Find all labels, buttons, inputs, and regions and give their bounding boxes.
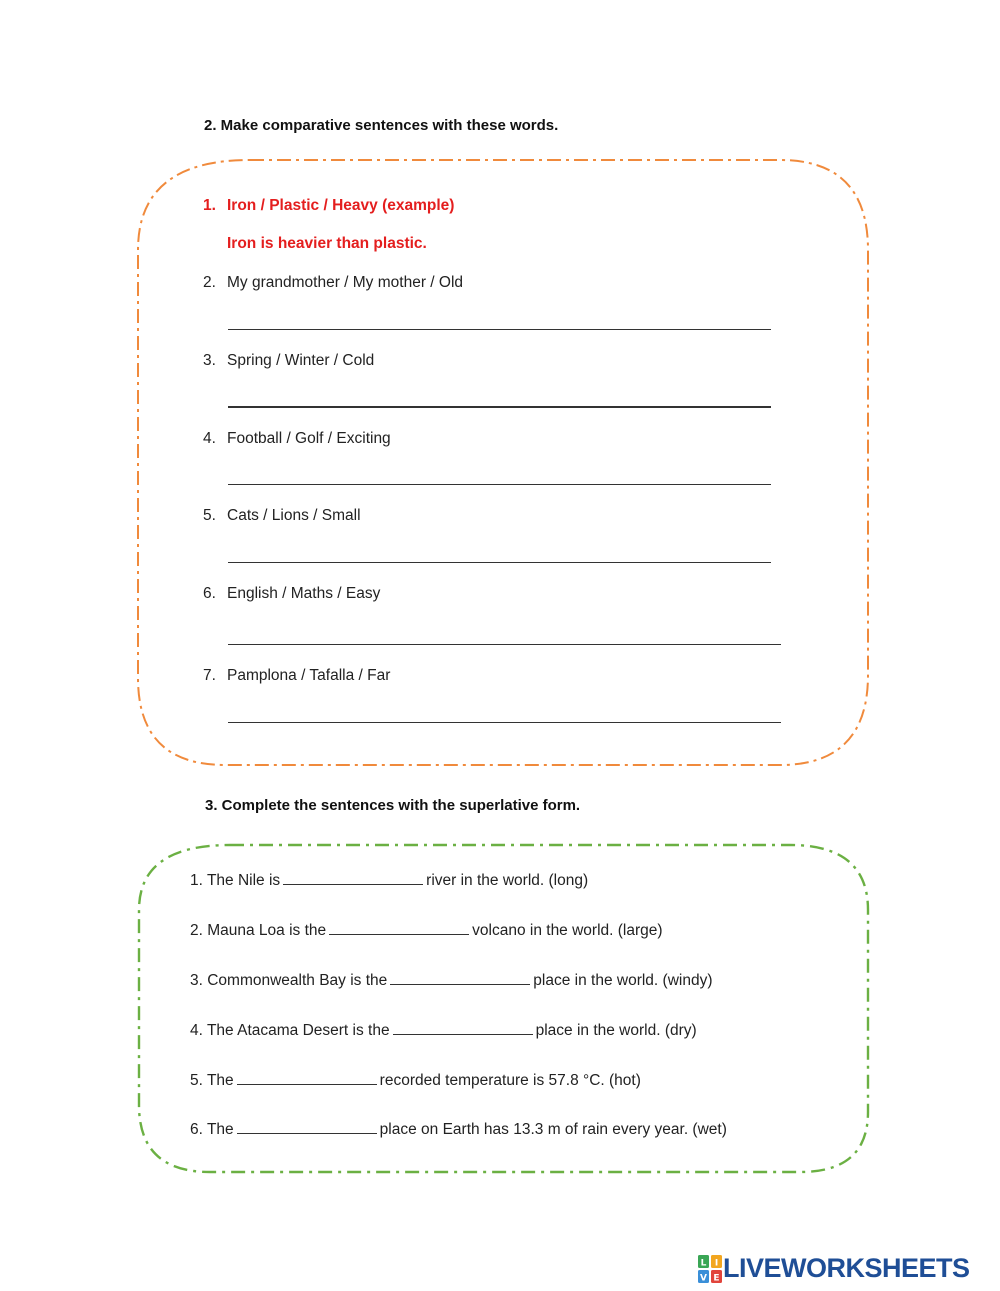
comparative-item bbox=[203, 274, 463, 292]
item-prompt: Spring / Winter / Cold bbox=[227, 352, 375, 369]
sentence-start: 5. The bbox=[190, 1072, 234, 1089]
example-number: 1. bbox=[203, 197, 216, 214]
liveworksheets-logo[interactable] bbox=[697, 1253, 970, 1284]
sentence-end: river in the world. (long) bbox=[426, 872, 589, 889]
sentence-end: place on Earth has 13.3 m of rain every year. (wet) bbox=[379, 1121, 727, 1138]
comparative-item bbox=[203, 352, 374, 370]
example-answer: Iron is heavier than plastic. bbox=[227, 235, 427, 252]
item-prompt: Football / Golf / Exciting bbox=[227, 430, 391, 447]
superlative-blank-6[interactable] bbox=[237, 1119, 377, 1134]
liveworksheets-logo-text: LIVEWORKSHEETS bbox=[723, 1253, 970, 1283]
superlative-sentence bbox=[190, 870, 588, 890]
superlative-blank-4[interactable] bbox=[393, 1020, 533, 1035]
example-prompt bbox=[203, 197, 454, 215]
sentence-end: place in the world. (windy) bbox=[533, 972, 713, 989]
example-prompt-text: Iron / Plastic / Heavy (example) bbox=[227, 197, 455, 214]
item-prompt: Cats / Lions / Small bbox=[227, 507, 361, 524]
section-3-heading: 3. Complete the sentences with the superlative form. bbox=[205, 797, 581, 814]
item-prompt: Pamplona / Tafalla / Far bbox=[227, 667, 391, 684]
cube-letter-i: I bbox=[714, 1258, 719, 1268]
item-number: 5. bbox=[203, 507, 216, 524]
section-2-heading: 2. Make comparative sentences with these words. bbox=[204, 117, 559, 134]
answer-line-7[interactable] bbox=[228, 722, 781, 723]
item-number: 4. bbox=[203, 430, 216, 447]
sentence-start: 6. The bbox=[190, 1121, 234, 1138]
sentence-start: 1. The Nile is bbox=[190, 872, 281, 889]
comparative-item bbox=[203, 585, 380, 603]
superlative-sentence bbox=[190, 1020, 697, 1040]
answer-line-2[interactable] bbox=[228, 329, 771, 330]
cube-letter-l: L bbox=[700, 1258, 707, 1268]
item-number: 3. bbox=[203, 352, 216, 369]
superlative-sentence bbox=[190, 1070, 641, 1090]
sentence-start: 3. Commonwealth Bay is the bbox=[190, 972, 388, 989]
superlative-sentence bbox=[190, 1119, 727, 1139]
superlative-blank-2[interactable] bbox=[329, 920, 469, 935]
answer-line-5[interactable] bbox=[228, 562, 771, 563]
comparative-item bbox=[203, 430, 391, 448]
superlative-blank-1[interactable] bbox=[283, 870, 423, 885]
item-prompt: English / Maths / Easy bbox=[227, 585, 381, 602]
item-number: 6. bbox=[203, 585, 216, 602]
superlative-sentence bbox=[190, 970, 713, 990]
liveworksheets-cube-icon bbox=[697, 1254, 723, 1284]
sentence-end: recorded temperature is 57.8 °C. (hot) bbox=[379, 1072, 641, 1089]
answer-line-6[interactable] bbox=[228, 644, 781, 645]
item-number: 7. bbox=[203, 667, 216, 684]
item-number: 2. bbox=[203, 274, 216, 291]
cube-letter-e: E bbox=[713, 1273, 720, 1283]
sentence-end: place in the world. (dry) bbox=[535, 1022, 697, 1039]
sentence-start: 4. The Atacama Desert is the bbox=[190, 1022, 390, 1039]
superlative-blank-5[interactable] bbox=[237, 1070, 377, 1085]
sentence-start: 2. Mauna Loa is the bbox=[190, 922, 327, 939]
answer-line-3[interactable] bbox=[228, 406, 771, 408]
answer-line-4[interactable] bbox=[228, 484, 771, 485]
comparative-item bbox=[203, 507, 361, 525]
item-prompt: My grandmother / My mother / Old bbox=[227, 274, 464, 291]
sentence-end: volcano in the world. (large) bbox=[472, 922, 663, 939]
superlative-sentence bbox=[190, 920, 663, 940]
comparative-item bbox=[203, 667, 390, 685]
cube-letter-v: V bbox=[700, 1273, 707, 1283]
superlative-blank-3[interactable] bbox=[390, 970, 530, 985]
